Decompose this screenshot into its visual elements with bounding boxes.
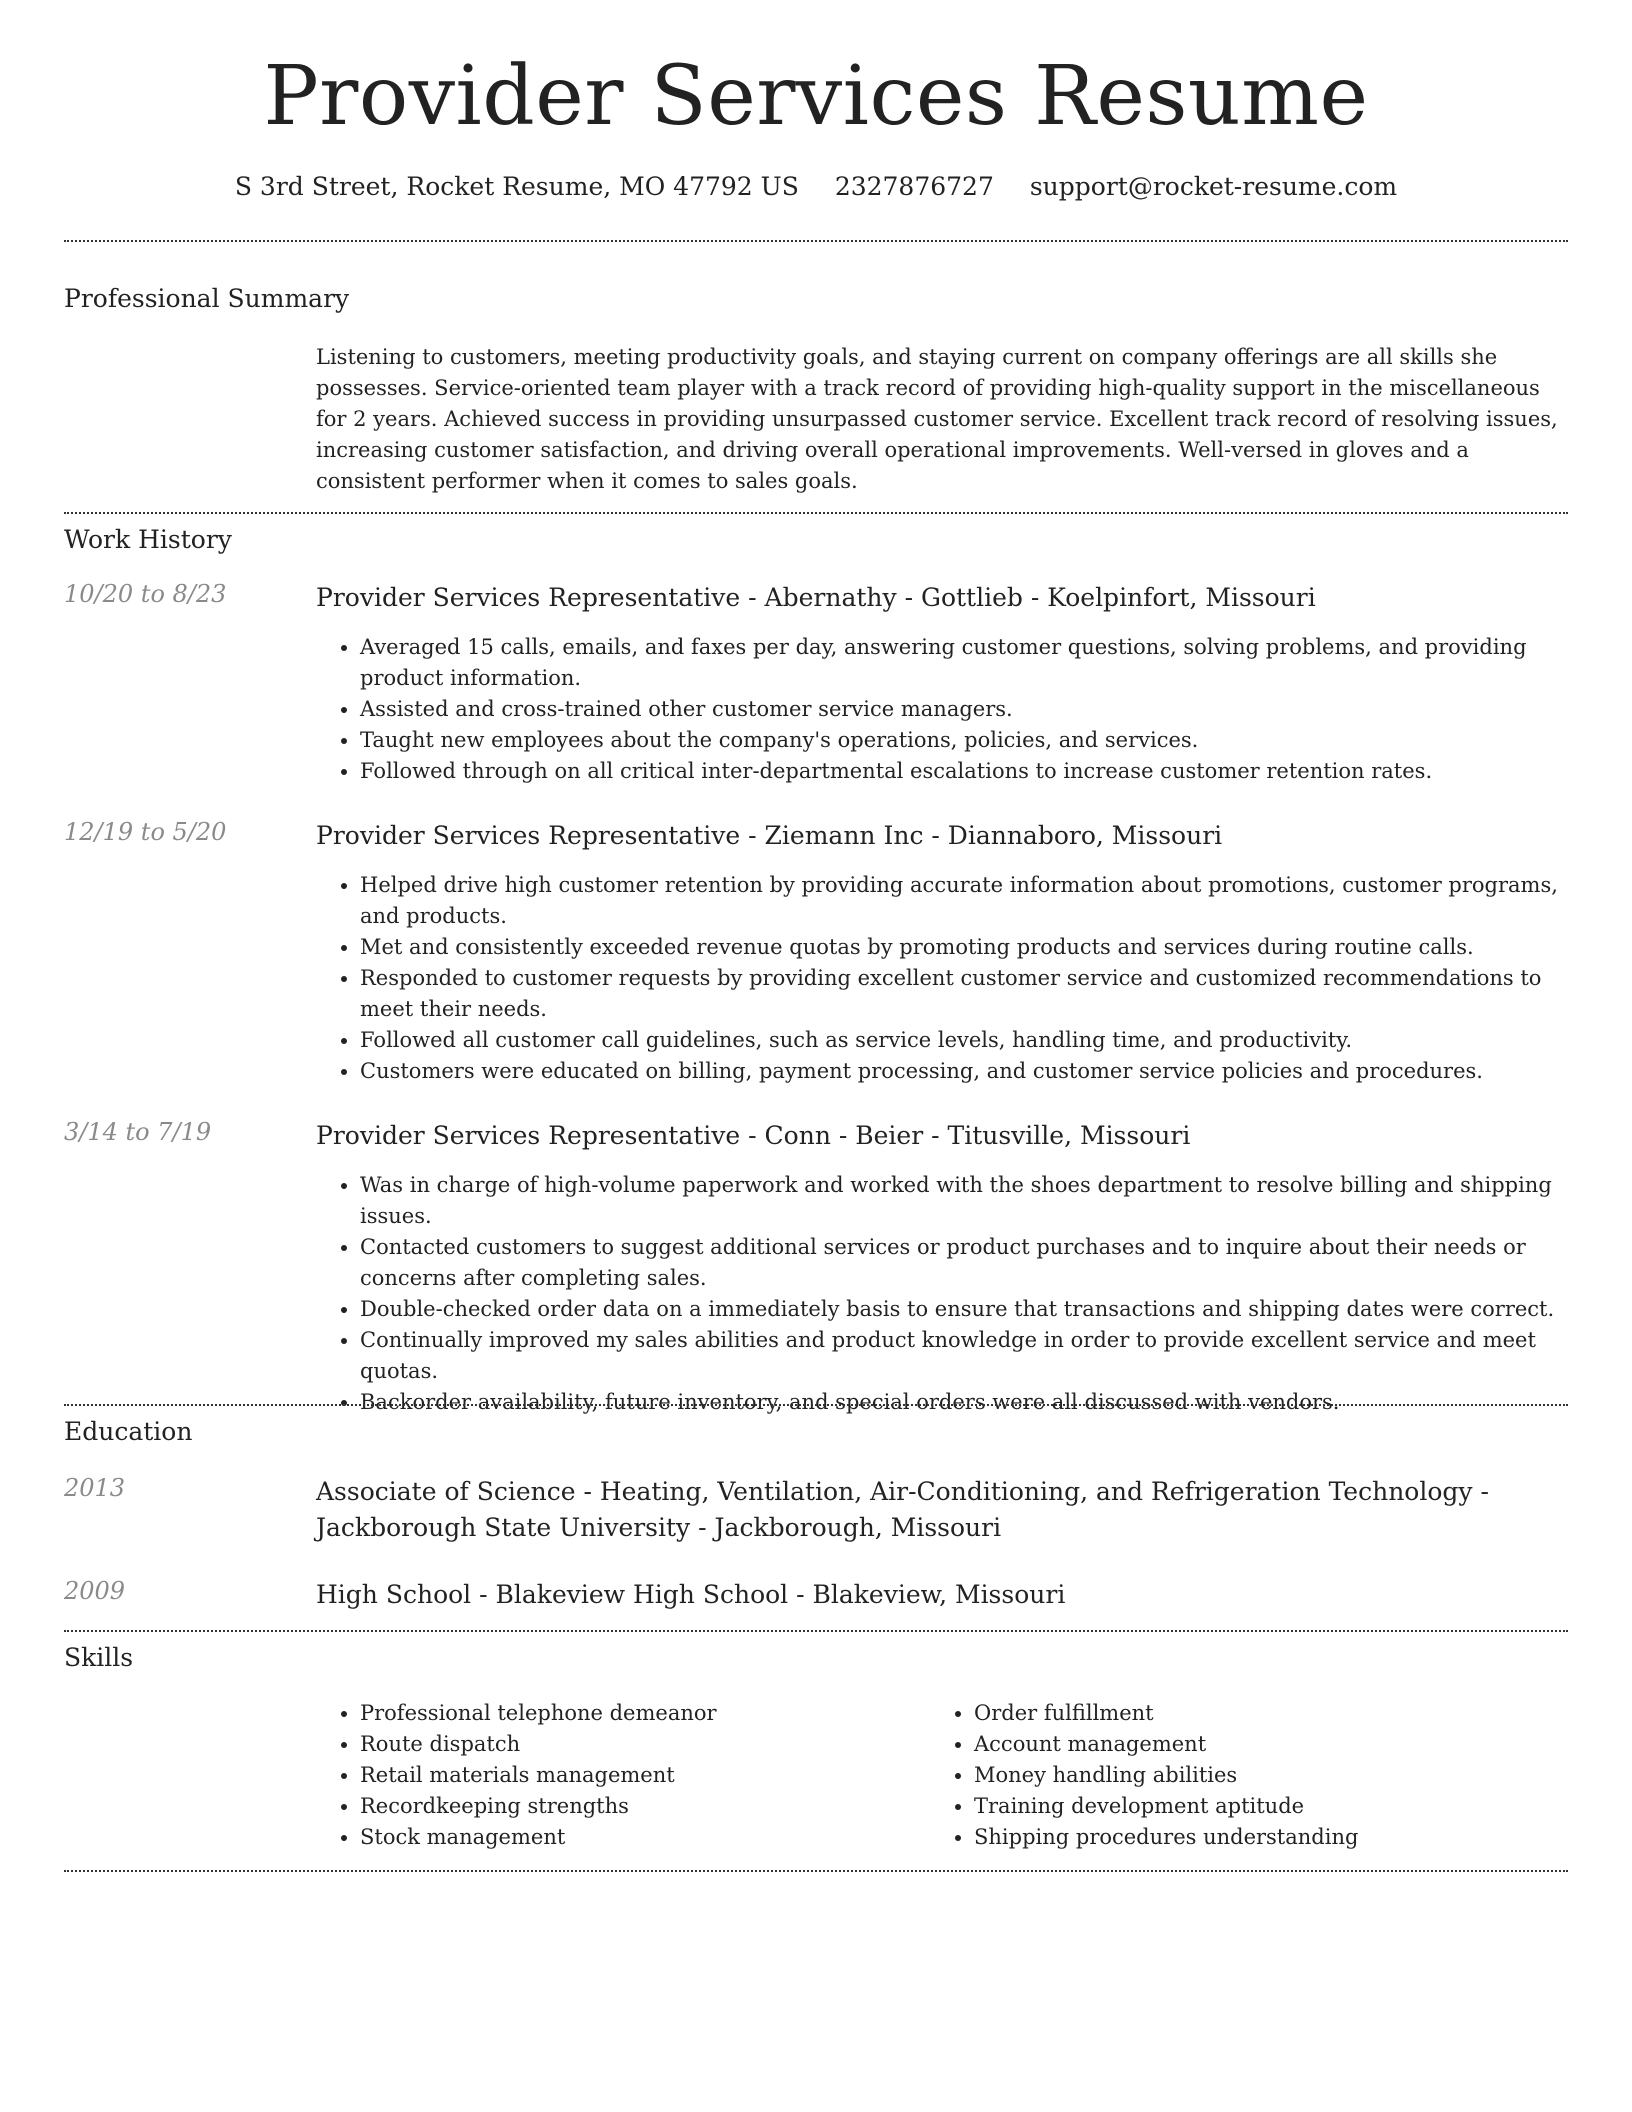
list-item: • Backorder availability, future inventory, and special orders were all discussed with vendors. (360, 1387, 1572, 1418)
job-heading: Provider Services Representative - Ziemann Inc - Diannaboro, Missouri (316, 821, 1223, 850)
education-heading: Associate of Science - Heating, Ventilation, Air-Conditioning, and Refrigeration Technology - Jackborough State University - Jackborough, Missouri (316, 1477, 1489, 1542)
job-date: 3/14 to 7/19 (64, 1118, 212, 1146)
list-item: • Taught new employees about the company's operations, policies, and services. (360, 725, 1572, 756)
contact-line (0, 172, 1632, 202)
list-item: • Professional telephone demeanor (360, 1698, 940, 1729)
list-item: • Responded to customer requests by providing excellent customer service and customized recommendations to meet their needs. (360, 963, 1572, 1025)
list-item: • Money handling abilities (974, 1760, 1574, 1791)
list-item: • Recordkeeping strengths (360, 1791, 940, 1822)
list-item: • Met and consistently exceeded revenue quotas by promoting products and services during routine calls. (360, 932, 1572, 963)
contact-address: S 3rd Street, Rocket Resume, MO 47792 US (234, 172, 799, 202)
resume-header (0, 0, 1632, 202)
job-date: 10/20 to 8/23 (64, 580, 227, 608)
list-item: • Continually improved my sales abilities and product knowledge in order to provide excellent service and meet quotas. (360, 1325, 1572, 1387)
skills-section-title: Skills (64, 1643, 134, 1672)
job-bullets (316, 870, 1572, 1087)
contact-phone: 2327876727 (834, 172, 994, 202)
skills-list-right (930, 1698, 1574, 1853)
job-bullets (316, 632, 1572, 787)
list-item: • Stock management (360, 1822, 940, 1853)
list-item: • Assisted and cross-trained other customer service managers. (360, 694, 1572, 725)
list-item: • Double-checked order data on a immediately basis to ensure that transactions and shipping dates were correct. (360, 1294, 1572, 1325)
list-item: • Followed through on all critical inter-departmental escalations to increase customer retention rates. (360, 756, 1572, 787)
job-heading: Provider Services Representative - Abernathy - Gottlieb - Koelpinfort, Missouri (316, 583, 1316, 612)
list-item: • Retail materials management (360, 1760, 940, 1791)
list-item: • Followed all customer call guidelines, such as service levels, handling time, and productivity. (360, 1025, 1572, 1056)
section-divider (64, 1870, 1568, 1872)
list-item: • Training development aptitude (974, 1791, 1574, 1822)
resume-title: Provider Services Resume (263, 49, 1369, 144)
summary-text: Listening to customers, meeting productivity goals, and staying current on company offerings are all skills she possesses. Service-oriented team player with a track record of providing high-quality support in the miscellaneous for 2 years. Achieved success in providing unsurpassed customer service. Excellent track record of resolving issues, increasing customer satisfaction, and driving overall operational improvements. Well-versed in gloves and a consistent performer when it comes to sales goals. (316, 345, 1558, 493)
list-item: • Order fulfillment (974, 1698, 1574, 1729)
list-item: • Shipping procedures understanding (974, 1822, 1574, 1853)
section-divider (64, 1404, 1568, 1406)
contact-email: support@rocket-resume.com (1029, 172, 1398, 202)
job-bullets (316, 1170, 1572, 1418)
list-item: • Route dispatch (360, 1729, 940, 1760)
list-item: • Was in charge of high-volume paperwork and worked with the shoes department to resolve billing and shipping issues. (360, 1170, 1572, 1232)
summary-section-title: Professional Summary (64, 284, 350, 313)
skills-list-left (316, 1698, 940, 1853)
work-section-title: Work History (64, 525, 232, 554)
education-heading: High School - Blakeview High School - Blakeview, Missouri (316, 1580, 1066, 1609)
job-date: 12/19 to 5/20 (64, 818, 227, 846)
section-divider (64, 512, 1568, 514)
list-item: • Contacted customers to suggest additional services or product purchases and to inquire about their needs or concerns after completing sales. (360, 1232, 1572, 1294)
section-divider (64, 1630, 1568, 1632)
list-item: • Customers were educated on billing, payment processing, and customer service policies and procedures. (360, 1056, 1572, 1087)
list-item: • Helped drive high customer retention by providing accurate information about promotions, customer programs, and products. (360, 870, 1572, 932)
education-date: 2013 (64, 1474, 126, 1502)
job-heading: Provider Services Representative - Conn - Beier - Titusville, Missouri (316, 1121, 1191, 1150)
list-item: • Account management (974, 1729, 1574, 1760)
list-item: • Averaged 15 calls, emails, and faxes per day, answering customer questions, solving problems, and providing product information. (360, 632, 1572, 694)
education-section-title: Education (64, 1417, 193, 1446)
education-date: 2009 (64, 1577, 126, 1605)
section-divider (64, 240, 1568, 242)
